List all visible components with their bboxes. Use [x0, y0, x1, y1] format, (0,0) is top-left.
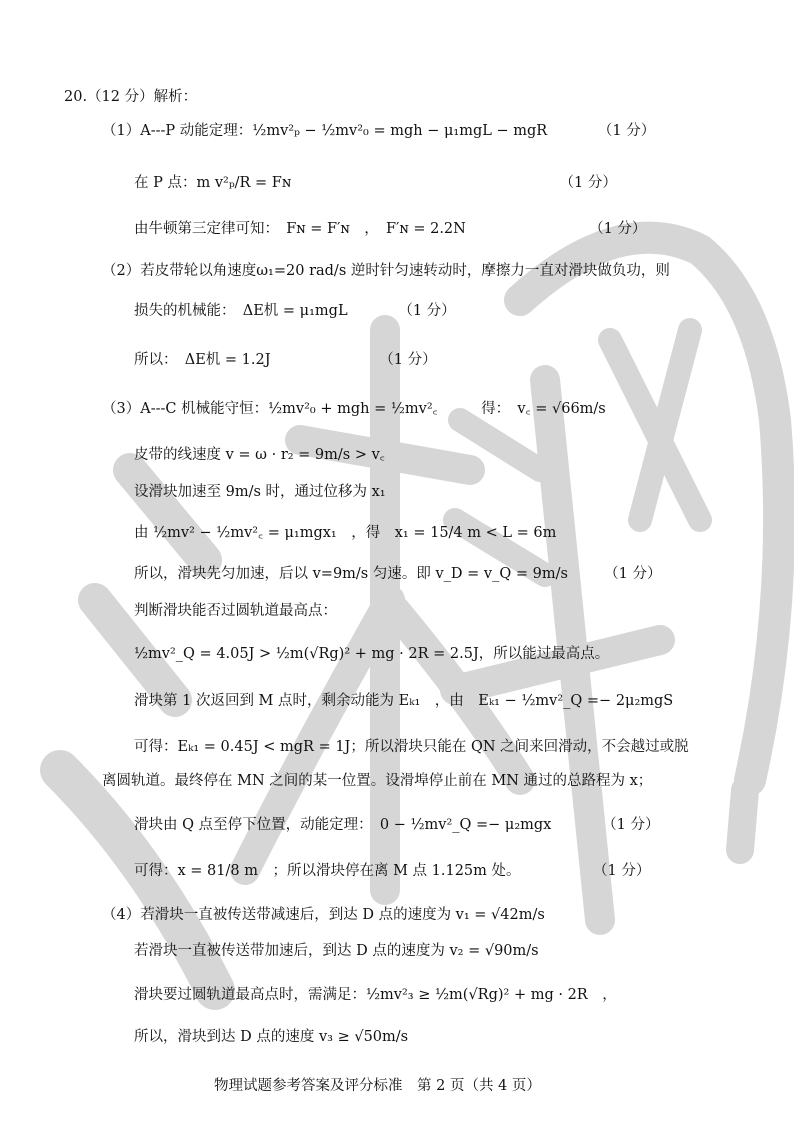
text-line: 损失的机械能： ΔE机 = μ₁mgL （1 分）: [134, 303, 456, 319]
text-line: 所以，滑块先匀加速，后以 v=9m/s 匀速。即 v_D = v_Q = 9m/s （1 分）: [134, 566, 662, 582]
text-line: 滑块由 Q 点至停下位置，动能定理： 0 − ½mv²_Q =− μ₂mgx （1 分）: [134, 817, 660, 833]
text-line: （3）A---C 机械能守恒：½mv²₀ + mgh = ½mv²꜀ 得： v꜀ = √66m/s: [102, 401, 606, 417]
text-line: 离圆轨道。最终停在 MN 之间的某一位置。设滑埠停止前在 MN 通过的总路程为 x；: [102, 773, 653, 789]
text-line: 由 ½mv² − ½mv²꜀ = μ₁mgx₁ ，得 x₁ = 15/4 m < L = 6m: [134, 525, 557, 541]
text-line: 滑块要过圆轨道最高点时，需满足：½mv²₃ ≥ ½m(√Rg)² + mg · 2R ，: [134, 987, 617, 1003]
text-line: 在 P 点：m v²ₚ/R = Fɴ （1 分）: [134, 175, 617, 191]
text-line: 可得：x = 81/8 m ；所以滑块停在离 M 点 1.125m 处。 （1 分）: [134, 863, 651, 879]
text-line: 滑块第 1 次返回到 M 点时，剩余动能为 Eₖ₁ ，由 Eₖ₁ − ½mv²_Q =− 2μ₂mgS: [134, 693, 674, 709]
text-line: 判断滑块能否过圆轨道最高点：: [134, 603, 337, 619]
page-footer: 物理试题参考答案及评分标准 第 2 页（共 4 页）: [214, 1078, 541, 1094]
text-line: （1）A---P 动能定理：½mv²ₚ − ½mv²₀ = mgh − μ₁mgL − mgR （1 分）: [102, 123, 656, 139]
section-heading: 20.（12 分）解析：: [64, 89, 198, 105]
text-line: 所以： ΔE机 = 1.2J （1 分）: [134, 352, 437, 368]
text-line: 皮带的线速度 v = ω · r₂ = 9m/s > v꜀: [134, 447, 385, 463]
text-line: 由牛顿第三定律可知： Fɴ = F′ɴ ， F′ɴ = 2.2N （1 分）: [134, 221, 647, 237]
text-line: （4）若滑块一直被传送带减速后，到达 D 点的速度为 v₁ = √42m/s: [102, 907, 545, 923]
text-line: 设滑块加速至 9m/s 时，通过位移为 x₁: [134, 484, 386, 500]
text-line: 若滑块一直被传送带加速后，到达 D 点的速度为 v₂ = √90m/s: [134, 943, 539, 959]
text-line: 所以，滑块到达 D 点的速度 v₃ ≥ √50m/s: [134, 1029, 409, 1045]
text-line: 可得：Eₖ₁ = 0.45J < mgR = 1J；所以滑块只能在 QN 之间来回滑动，不会越过或脱: [134, 739, 689, 755]
text-line: （2）若皮带轮以角速度ω₁=20 rad/s 逆时针匀速转动时，摩擦力一直对滑块做负功，则: [102, 263, 670, 279]
text-line: ½mv²_Q = 4.05J > ½m(√Rg)² + mg · 2R = 2.5J，所以能过最高点。: [134, 646, 610, 662]
